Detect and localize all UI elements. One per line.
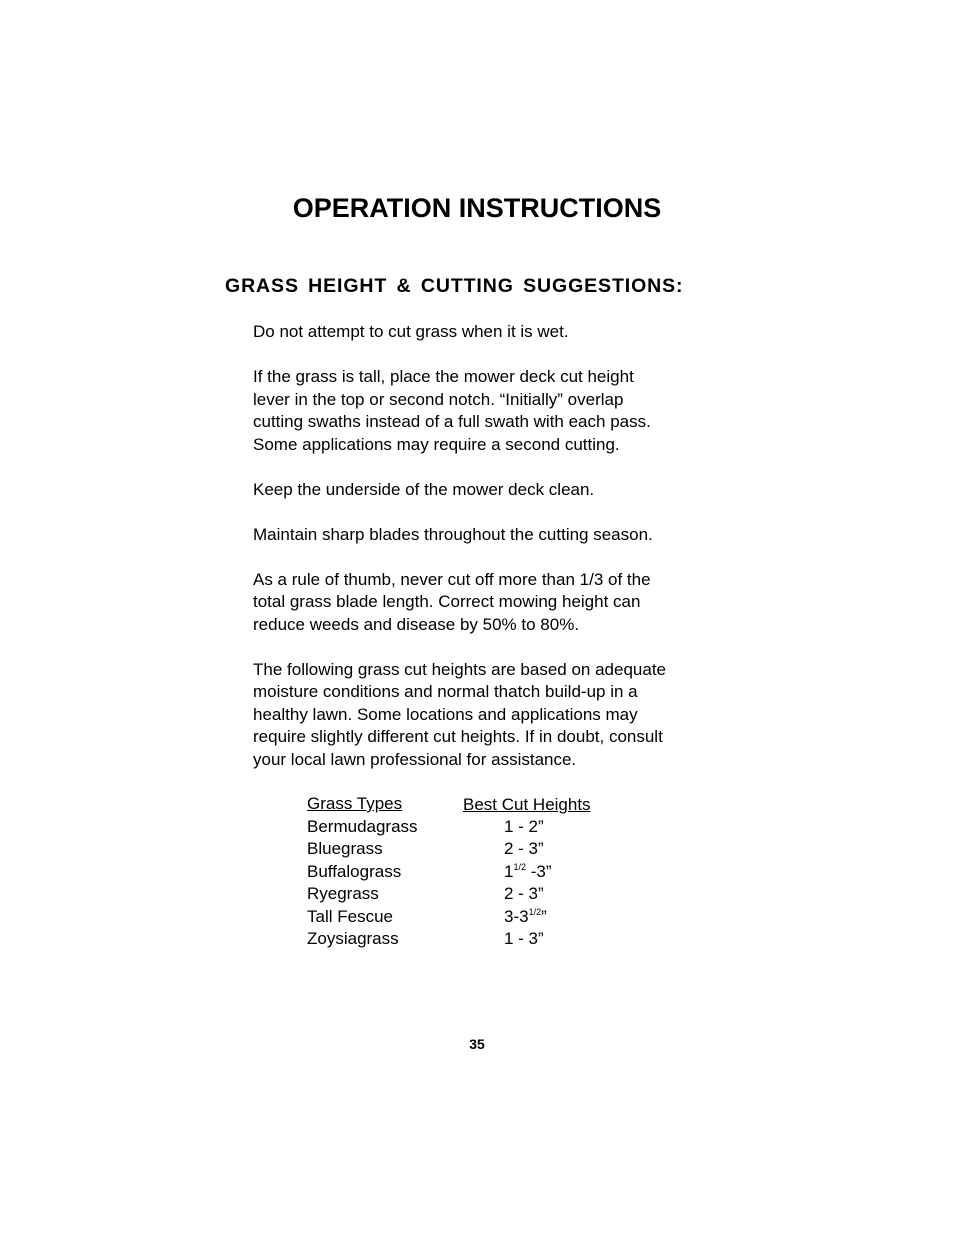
cut-height-cell: 2 - 3” (504, 839, 544, 858)
table-row (307, 816, 627, 839)
cut-height-rest: ” (541, 906, 547, 926)
table-row (307, 928, 627, 951)
table-header-row (307, 793, 627, 816)
cut-height-cell (504, 906, 547, 929)
cut-height-whole: 1 (504, 861, 514, 881)
paragraph-cut-heights-intro: The following grass cut heights are based on adequate moisture conditions and normal thatch build-up in a healthy lawn. Some locations and applications may require slightly different cut heights. If in doubt, consult your local lawn professional for assistance. (253, 659, 666, 769)
cut-height-cell: 1 - 3” (504, 929, 544, 948)
cut-heights-table (307, 793, 627, 951)
paragraph-deck-clean: Keep the underside of the mower deck clean. (253, 479, 595, 499)
cut-height-cell: 1 - 2” (504, 816, 544, 836)
table-row (307, 883, 627, 906)
grass-type-cell: Bermudagrass (307, 816, 418, 836)
page-number: 35 (469, 1036, 485, 1052)
instructions-body (253, 321, 713, 794)
cut-height-cell (504, 861, 551, 884)
section-heading: GRASS HEIGHT & CUTTING SUGGESTIONS: (225, 275, 684, 297)
paragraph-sharp-blades: Maintain sharp blades throughout the cutting season. (253, 524, 653, 544)
cut-height-fraction: 1/2 (528, 906, 542, 917)
paragraph-wet-grass: Do not attempt to cut grass when it is wet. (253, 322, 569, 341)
column-header-best-cut-heights: Best Cut Heights (463, 795, 591, 814)
paragraph-rule-of-thumb: As a rule of thumb, never cut off more than 1/3 of the total grass blade length. Correct mowing height can reduce weeds and disease by 50% to 80%. (253, 569, 651, 634)
column-header-grass-types: Grass Types (307, 794, 403, 813)
grass-type-cell: Buffalograss (307, 861, 402, 881)
cut-height-whole: 3-3 (504, 906, 529, 926)
grass-type-cell: Bluegrass (307, 839, 383, 858)
grass-type-cell: Ryegrass (307, 884, 379, 903)
table-row (307, 861, 627, 884)
cut-height-rest: -3” (525, 861, 552, 881)
cut-height-cell: 2 - 3” (504, 884, 544, 903)
grass-type-cell: Zoysiagrass (307, 929, 399, 948)
cut-height-fraction: 1/2 (513, 861, 526, 872)
page-title: OPERATION INSTRUCTIONS (292, 193, 662, 223)
table-row (307, 906, 627, 929)
grass-type-cell: Tall Fescue (307, 906, 393, 926)
paragraph-tall-grass: If the grass is tall, place the mower deck cut height lever in the top or second notch. “Initially” overlap cutting swaths instead of a full swath with each pass. Some applications may require a second cutting. (253, 367, 651, 454)
table-row (307, 838, 627, 861)
